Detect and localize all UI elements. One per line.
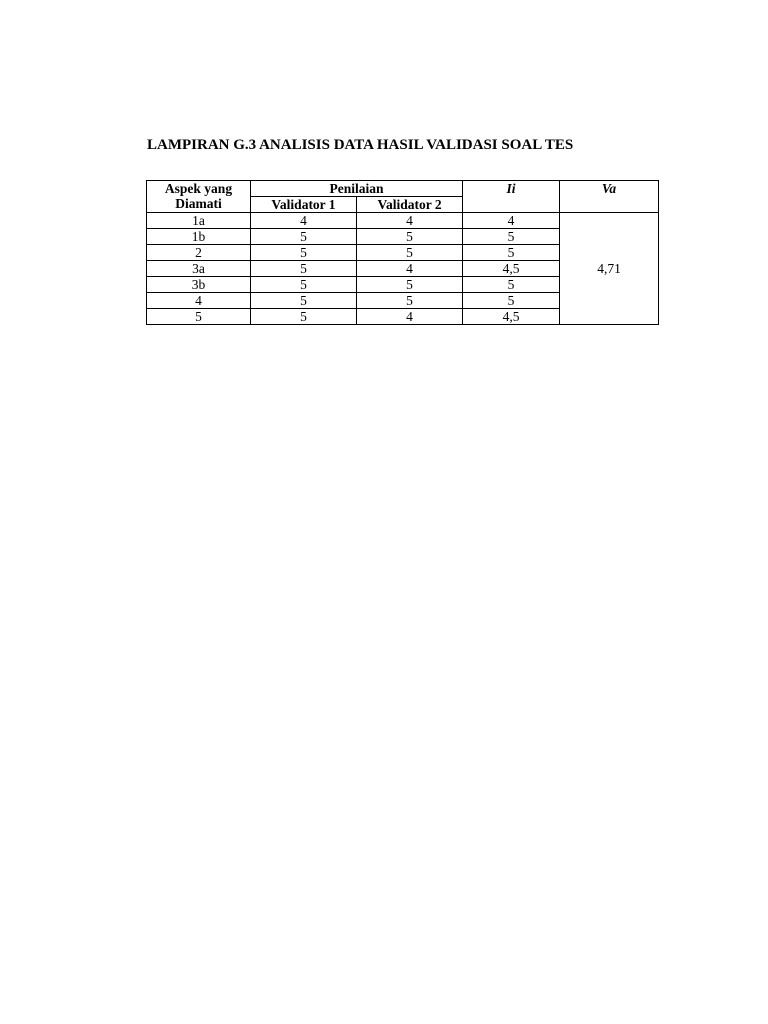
cell-validator-2: 4 — [357, 261, 463, 277]
cell-validator-1: 5 — [251, 309, 357, 325]
cell-ii: 5 — [463, 293, 560, 309]
cell-validator-2: 5 — [357, 229, 463, 245]
cell-validator-2: 5 — [357, 277, 463, 293]
cell-validator-1: 5 — [251, 293, 357, 309]
cell-ii: 4,5 — [463, 261, 560, 277]
cell-aspek: 5 — [147, 309, 251, 325]
cell-ii: 5 — [463, 245, 560, 261]
cell-aspek: 3b — [147, 277, 251, 293]
cell-aspek: 3a — [147, 261, 251, 277]
cell-aspek: 4 — [147, 293, 251, 309]
cell-validator-1: 4 — [251, 213, 357, 229]
cell-ii: 5 — [463, 229, 560, 245]
cell-validator-2: 4 — [357, 309, 463, 325]
header-row-1 — [147, 181, 659, 197]
validation-table — [146, 180, 659, 325]
header-va: Va — [560, 181, 659, 213]
header-ii: Ii — [463, 181, 560, 213]
header-aspek-line1: Aspek yang — [164, 181, 233, 196]
cell-validator-1: 5 — [251, 245, 357, 261]
cell-ii: 4,5 — [463, 309, 560, 325]
cell-ii: 5 — [463, 277, 560, 293]
cell-aspek: 2 — [147, 245, 251, 261]
cell-validator-2: 4 — [357, 213, 463, 229]
cell-aspek: 1b — [147, 229, 251, 245]
cell-validator-2: 5 — [357, 293, 463, 309]
header-validator-1: Validator 1 — [251, 197, 357, 213]
cell-aspek: 1a — [147, 213, 251, 229]
cell-ii: 4 — [463, 213, 560, 229]
header-penilaian: Penilaian — [251, 181, 463, 197]
cell-validator-1: 5 — [251, 229, 357, 245]
header-aspek-line2: Diamati — [175, 196, 222, 211]
header-aspek — [147, 181, 251, 213]
page-title: LAMPIRAN G.3 ANALISIS DATA HASIL VALIDASI SOAL TES — [147, 137, 574, 153]
cell-validator-1: 5 — [251, 277, 357, 293]
header-validator-2: Validator 2 — [357, 197, 463, 213]
cell-validator-1: 5 — [251, 261, 357, 277]
cell-validator-2: 5 — [357, 245, 463, 261]
table-row — [147, 213, 659, 229]
cell-va: 4,71 — [560, 213, 659, 325]
